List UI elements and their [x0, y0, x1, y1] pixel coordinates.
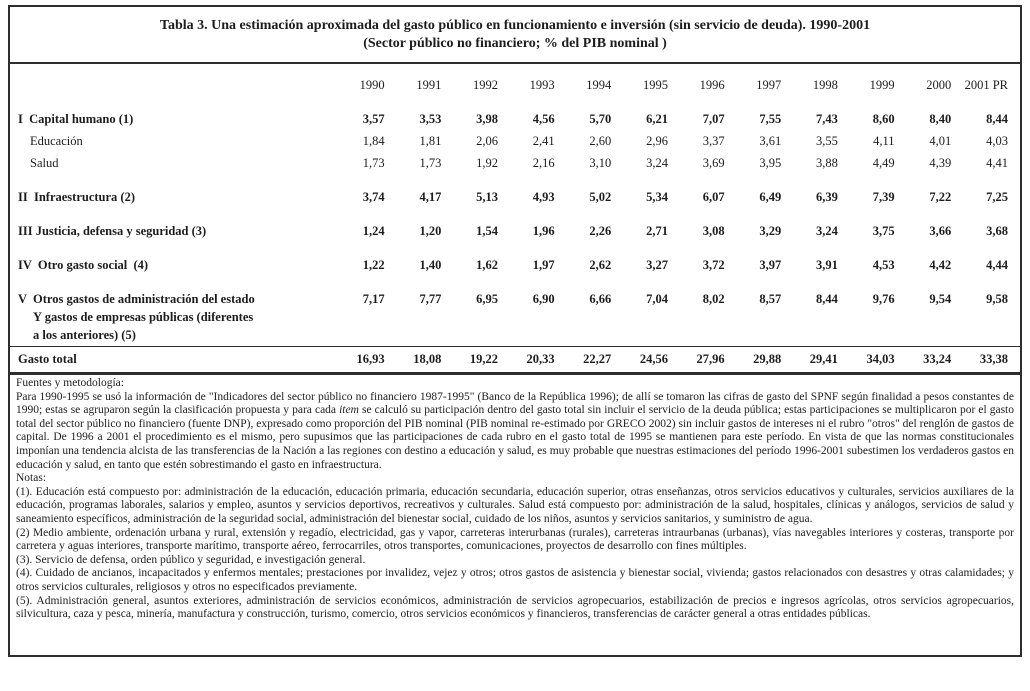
value-cell: 34,03: [850, 347, 907, 373]
methodology-text-1: Para 1990-1995 se usó la información de "Indicadores del sector público no financiero 1987-1995" (Banco de la República 1996); de allí se tomaron las cifras de gasto del SPNF según finalidad a pesos constantes de 1990; estas se agruparon según la clasificación propuesta y para cada: [16, 390, 1014, 417]
value-cell: 3,61: [759, 134, 782, 148]
row-label: V Otros gastos de administración del estado Y gastos de empresas públicas (diferentes a los anteriores) (5): [18, 292, 255, 342]
value-cell: 3,91: [816, 258, 838, 272]
year-column-header: 1994: [586, 78, 612, 92]
value-cell: 1,92: [476, 156, 498, 170]
footnote-3: (3). Servicio de defensa, orden público y seguridad, e investigación general.: [16, 553, 366, 566]
value-cell: 6,90: [532, 292, 555, 306]
value-cell: 4,53: [872, 258, 895, 272]
table-row: [10, 276, 1020, 347]
value-cell: 5,02: [589, 190, 612, 204]
value-cell: 3,10: [589, 156, 612, 170]
value-cell: 4,03: [986, 134, 1008, 148]
value-cell: 3,55: [816, 134, 838, 148]
table-title-block: [10, 7, 1020, 64]
value-cell: 4,01: [929, 134, 952, 148]
value-cell: 2,26: [589, 224, 612, 238]
value-cell: 4,17: [419, 190, 442, 204]
value-cell: 1,84: [362, 134, 385, 148]
value-cell: 6,95: [476, 292, 498, 306]
value-cell: 2,96: [646, 134, 668, 148]
value-cell: 1,73: [362, 156, 385, 170]
value-cell: 1,24: [362, 224, 385, 238]
value-cell: 1,97: [532, 258, 555, 272]
value-cell: 16,93: [340, 347, 397, 373]
value-cell: 1,22: [362, 258, 385, 272]
value-cell: 2,62: [589, 258, 612, 272]
year-header-row: [10, 64, 1020, 96]
value-cell: 1,81: [419, 134, 442, 148]
value-cell: 9,54: [929, 292, 952, 306]
value-cell: 3,66: [929, 224, 952, 238]
notes-heading: Notas:: [16, 472, 47, 485]
table-row: [10, 347, 1020, 373]
table-title: Tabla 3. Una estimación aproximada del gasto público en funcionamiento e inversión (sin servicio de deuda). 1990-2001: [159, 18, 871, 33]
value-cell: 9,76: [872, 292, 895, 306]
value-cell: 29,88: [737, 347, 794, 373]
value-cell: 4,49: [872, 156, 895, 170]
value-cell: 7,07: [702, 112, 725, 126]
value-cell: 8,02: [702, 292, 725, 306]
footnotes: [10, 372, 1020, 626]
value-cell: 3,08: [702, 224, 725, 238]
value-cell: 4,11: [873, 134, 895, 148]
value-cell: 7,04: [646, 292, 668, 306]
footnote-1: (1). Educación está compuesto por: administración de la educación, educación primaria, educación secundaria, educación superior, otras enseñanzas, otros servicios educativos y culturales, servicios auxiliares de la educación, programas laborales, salarios y empleo, asuntos y servicios deportivos, recreativos y culturales. Salud está compuesto por: administración de la salud, hospitales, clínicas y análogos, servicios de salud y saneamiento específicos, administración de la seguridad social, administración del bienestar social, cuidado de los niños, asuntos y servicios sanitarios, y suministro de agua.: [16, 485, 1014, 525]
value-cell: 4,93: [532, 190, 555, 204]
value-cell: 3,88: [816, 156, 838, 170]
value-cell: 7,25: [986, 190, 1008, 204]
value-cell: 2,60: [589, 134, 612, 148]
value-cell: 3,53: [419, 112, 442, 126]
row-label: IV Otro gasto social (4): [18, 258, 149, 272]
sources-heading: Fuentes y metodología:: [16, 377, 124, 389]
table-row: [10, 96, 1020, 130]
methodology-paragraph: [16, 391, 1014, 473]
value-cell: 7,22: [929, 190, 952, 204]
value-cell: 24,56: [623, 347, 680, 373]
value-cell: 8,44: [986, 112, 1008, 126]
value-cell: 33,38: [963, 347, 1020, 373]
table-body: [10, 96, 1020, 372]
value-cell: 2,41: [532, 134, 555, 148]
methodology-text-2: se calculó su participación dentro del gasto total sin incluir el servicio de la deuda pública; estas participaciones se multiplicaron por el gasto total del sector público no financiero (fuente DNP), expresado como proporción del PIB nominal (PIB nominal re-estimado por GRECO 2002) sin incluir gastos de intereses ni el rubro "otros" del renglón de gastos de capital. De 1996 a 2001 el procedimiento es el mismo, pero supusimos que las participaciones de cada rubro en el gasto total de 1995 se mantienen para este período. En vista de que las normas constitucionales imponían una tendencia alcista de las transferencias de la Nación a las regiones con destino a educación y salud, es muy probable que nuestras estimaciones del período 1996-2001 subestimen los verdaderos gastos en educación y salud, en tanto que estén sobrestimando el gasto en infraestructura.: [16, 404, 1014, 471]
value-cell: 8,44: [816, 292, 838, 306]
value-cell: 6,21: [646, 112, 668, 126]
footnote-2: (2) Medio ambiente, ordenación urbana y rural, extensión y regadío, electricidad, gas y vapor, carreteras interurbanas (rurales), carreteras intraurbanas (urbanas), vías navegables interiores y costeras, transporte por carretera y aguas interiores, transporte marítimo, transporte aéreo, ferrocarriles, otros transportes, comunicaciones, proyectos de desarrollo con fines múltiples.: [16, 526, 1014, 553]
value-cell: 1,54: [476, 224, 498, 238]
value-cell: 8,57: [759, 292, 782, 306]
table-sheet: [8, 5, 1022, 657]
value-cell: 5,13: [476, 190, 498, 204]
value-cell: 7,17: [362, 292, 385, 306]
value-cell: 7,55: [759, 112, 782, 126]
row-label: I Capital humano (1): [18, 112, 134, 126]
value-cell: 1,40: [419, 258, 442, 272]
value-cell: 6,39: [816, 190, 838, 204]
year-column-header: 1999: [869, 78, 895, 92]
value-cell: 3,98: [476, 112, 498, 126]
year-column-header: 1997: [756, 78, 782, 92]
value-cell: 7,39: [872, 190, 895, 204]
value-cell: 3,57: [362, 112, 385, 126]
value-cell: 8,60: [872, 112, 895, 126]
year-column-header: 1990: [359, 78, 385, 92]
footnote-4: (4). Cuidado de ancianos, incapacitados y enfermos mentales; prestaciones por invalidez, vejez y otros; otros gastos de asistencia y bienestar social, vivienda; gastos relacionados con desastres y otras calamidades; y otros servicios culturales, religiosos y otros no especificados previamente.: [16, 567, 1014, 593]
value-cell: 3,75: [872, 224, 895, 238]
value-cell: 19,22: [453, 347, 510, 373]
row-label: Gasto total: [10, 347, 340, 373]
row-label: III Justicia, defensa y seguridad (3): [18, 224, 207, 238]
value-cell: 1,96: [532, 224, 555, 238]
value-cell: 3,72: [702, 258, 725, 272]
value-cell: 3,69: [702, 156, 725, 170]
value-cell: 6,66: [589, 292, 612, 306]
value-cell: 1,73: [419, 156, 442, 170]
value-cell: 3,24: [646, 156, 668, 170]
year-column-header: 1992: [472, 78, 498, 92]
value-cell: 4,42: [929, 258, 952, 272]
value-cell: 4,56: [532, 112, 555, 126]
methodology-italic-item: item: [339, 404, 359, 417]
value-cell: 3,74: [362, 190, 385, 204]
year-column-header: 1993: [529, 78, 555, 92]
value-cell: 5,34: [646, 190, 668, 204]
table-row: [10, 152, 1020, 174]
value-cell: 1,20: [419, 224, 442, 238]
value-cell: 4,39: [929, 156, 952, 170]
value-cell: 2,71: [646, 224, 668, 238]
value-cell: 22,27: [567, 347, 624, 373]
value-cell: 2,16: [532, 156, 555, 170]
value-cell: 33,24: [907, 347, 964, 373]
year-column-header: 1996: [699, 78, 725, 92]
year-column-header: 1991: [416, 78, 442, 92]
value-cell: 1,62: [476, 258, 498, 272]
table-row: [10, 242, 1020, 276]
value-cell: 9,58: [986, 292, 1008, 306]
table-row: [10, 208, 1020, 242]
value-cell: 4,44: [986, 258, 1008, 272]
value-cell: 7,77: [419, 292, 442, 306]
value-cell: 5,70: [589, 112, 612, 126]
value-cell: 27,96: [680, 347, 737, 373]
year-column-header: 1998: [812, 78, 838, 92]
value-cell: 3,37: [702, 134, 725, 148]
value-cell: 3,29: [759, 224, 782, 238]
data-table: [10, 64, 1020, 372]
value-cell: 3,24: [816, 224, 838, 238]
year-column-header: 2001 PR: [964, 78, 1008, 92]
table-row: [10, 174, 1020, 208]
value-cell: 3,27: [646, 258, 668, 272]
value-cell: 4,41: [986, 156, 1008, 170]
value-cell: 2,06: [476, 134, 498, 148]
value-cell: 7,43: [816, 112, 838, 126]
footnote-5: (5). Administración general, asuntos exteriores, administración de servicios económicos, administración de servicios agropecuarios, estabilización de precios e ingresos agrícolas, otros servicios agropecuarios, silvicultura, caza y pesca, minería, manufactura y construcción, turismo, comercio, otros servicios económicos y financieros, transferencias de carácter general a otras entidades públicas.: [16, 594, 1014, 621]
year-column-header: 1995: [642, 78, 668, 92]
value-cell: 6,07: [702, 190, 725, 204]
value-cell: 3,97: [759, 258, 782, 272]
value-cell: 8,40: [929, 112, 952, 126]
year-column-header: 2000: [926, 78, 952, 92]
row-label: Salud: [30, 156, 59, 170]
table-subtitle: (Sector público no financiero; % del PIB nominal ): [363, 36, 667, 51]
table-row: [10, 130, 1020, 152]
value-cell: 6,49: [759, 190, 782, 204]
row-label: II Infraestructura (2): [18, 190, 135, 204]
value-cell: 20,33: [510, 347, 567, 373]
row-label: Educación: [30, 134, 83, 148]
empty-header-cell: [10, 64, 340, 96]
value-cell: 3,68: [986, 224, 1008, 238]
value-cell: 18,08: [397, 347, 454, 373]
value-cell: 29,41: [793, 347, 850, 373]
value-cell: 3,95: [759, 156, 782, 170]
